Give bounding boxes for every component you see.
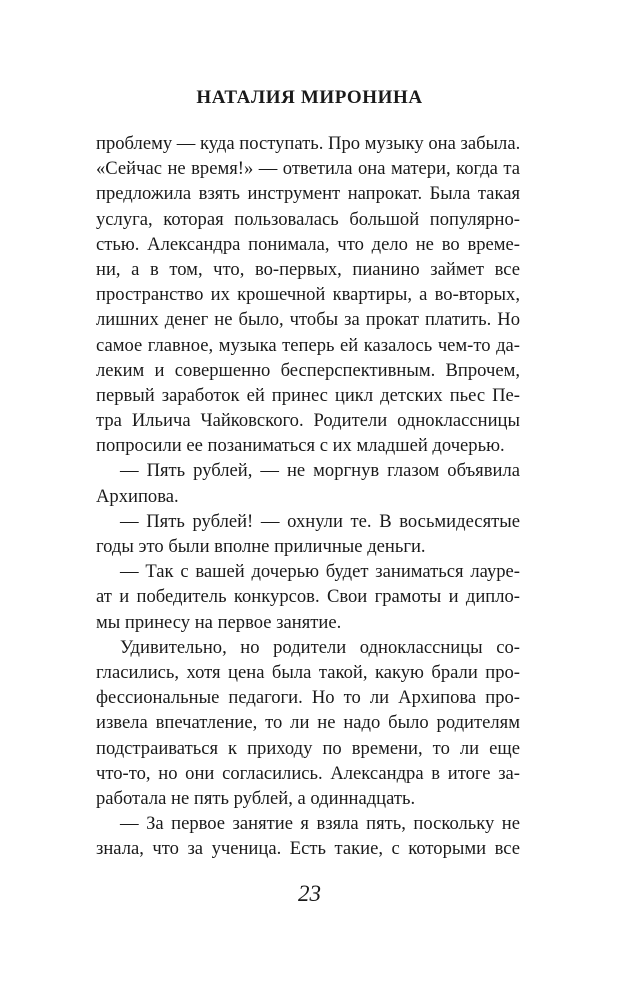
text-line: ни, а в том, что, во-первых, пианино займет все — [96, 258, 520, 280]
text-line: лишних денег не было, чтобы за прокат платить. Но — [96, 309, 520, 331]
text-line: стью. Александра понимала, что дело не во време- — [96, 233, 520, 255]
text-line: попросили ее позаниматься с их младшей дочерью. — [96, 435, 505, 457]
text-line: гласились, хотя цена была такой, какую брали про- — [96, 661, 520, 683]
text-line: проблему — куда поступать. Про музыку она забыла. — [96, 133, 521, 154]
text-line: Архипова. — [96, 485, 179, 507]
text-line: мы принесу на первое занятие. — [96, 611, 342, 633]
text-line: знала, что за ученица. Есть такие, с которыми все — [96, 838, 520, 860]
text-line: — За первое занятие я взяла пять, поскольку не — [120, 813, 520, 835]
text-line: леким и совершенно бесперспективным. Впрочем, — [96, 359, 520, 381]
text-line: подстраиваться к приходу по времени, то ли еще — [96, 737, 520, 759]
text-line: фессиональные педагоги. Но то ли Архипова про- — [96, 687, 520, 709]
text-line: годы это были вполне приличные деньги. — [96, 536, 426, 557]
body-text — [96, 131, 520, 861]
text-line: «Сейчас не время!» — ответила она матери, когда та — [96, 158, 520, 180]
text-line: извела впечатление, то ли не надо было родителям — [96, 712, 520, 734]
page-number: 23 — [298, 881, 321, 906]
running-header-author: НАТАЛИЯ МИРОНИНА — [196, 87, 423, 108]
text-line: самое главное, музыка теперь ей казалось чем-то да- — [96, 334, 520, 356]
text-line: — Пять рублей, — не моргнув глазом объявила — [120, 460, 520, 482]
text-line: пространство их крошечной квартиры, а во-вторых, — [96, 284, 520, 306]
text-line: услуга, которая пользовалась большой популярно- — [96, 208, 520, 230]
text-line: — Пять рублей! — охнули те. В восьмидесятые — [120, 510, 520, 532]
text-line: — Так с вашей дочерью будет заниматься лауре- — [120, 561, 520, 583]
text-line: предложила взять инструмент напрокат. Была такая — [96, 183, 520, 205]
text-line: ат и победитель конкурсов. Свои грамоты и дипло- — [96, 586, 520, 608]
text-line: тра Ильича Чайковского. Родители одноклассницы — [96, 410, 520, 432]
text-line: Удивительно, но родители одноклассницы со- — [120, 636, 520, 658]
text-line: что-то, но они согласились. Александра в итоге за- — [96, 762, 520, 784]
text-line: первый заработок ей принес цикл детских пьес Пе- — [96, 384, 520, 406]
text-line: работала не пять рублей, а одиннадцать. — [96, 787, 416, 809]
